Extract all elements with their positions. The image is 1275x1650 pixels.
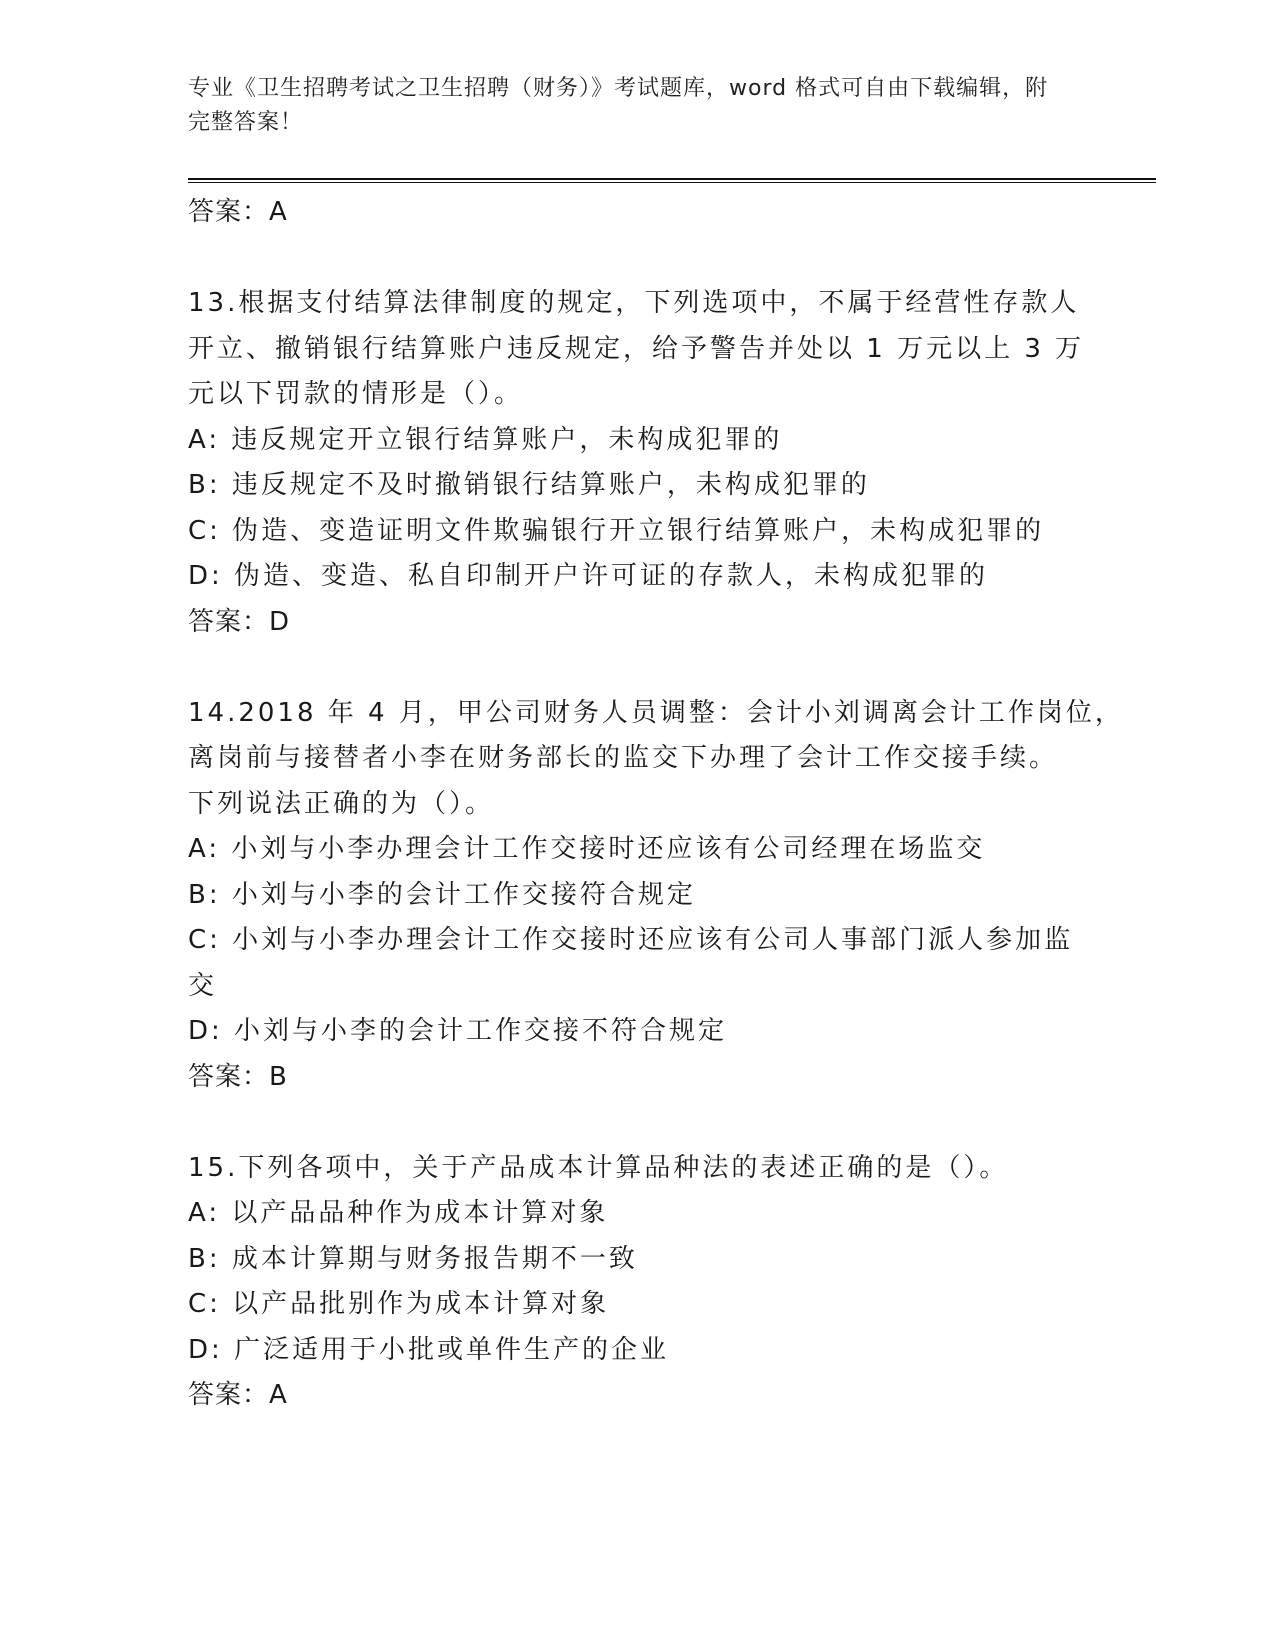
option-b: B: 小刘与小李的会计工作交接符合规定 xyxy=(188,879,696,910)
option-c-continued: 交 xyxy=(188,970,218,1001)
question-list xyxy=(188,190,1124,1419)
question-stem-line: 元以下罚款的情形是（）。 xyxy=(188,379,524,409)
question-stem-line: 15.下列各项中，关于产品成本计算品种法的表述正确的是（）。 xyxy=(188,1152,1009,1183)
document-header xyxy=(188,72,1068,140)
option-b: B: 成本计算期与财务报告期不一致 xyxy=(188,1243,638,1274)
answer-label: 答案：D xyxy=(188,606,291,637)
option-b: B: 违反规定不及时撤销银行结算账户，未构成犯罪的 xyxy=(188,470,870,500)
header-text: 专业《卫生招聘考试之卫生招聘（财务）》考试题库，word 格式可自由下载编辑，附完整答案！ xyxy=(188,76,1049,135)
question-stem-line: 离岗前与接替者小李在财务部长的监交下办理了会计工作交接手续。 xyxy=(188,743,1059,773)
answer-label: 答案：A xyxy=(188,1380,288,1410)
option-c: C: 以产品批别作为成本计算对象 xyxy=(188,1289,610,1319)
question-stem-line: 13.根据支付结算法律制度的规定，下列选项中，不属于经营性存款人 xyxy=(188,288,1080,318)
option-a: A: 违反规定开立银行结算账户，未构成犯罪的 xyxy=(188,424,783,455)
spacer xyxy=(188,645,1088,691)
header-divider xyxy=(188,178,1156,183)
question-14 xyxy=(188,691,1124,1101)
question-13 xyxy=(188,281,1088,645)
option-d: D: 广泛适用于小批或单件生产的企业 xyxy=(188,1334,670,1365)
option-c: C: 伪造、变造证明文件欺骗银行开立银行结算账户，未构成犯罪的 xyxy=(188,515,1045,546)
question-15 xyxy=(188,1146,1088,1419)
spacer xyxy=(188,1100,1088,1146)
option-d: D: 小刘与小李的会计工作交接不符合规定 xyxy=(188,1016,728,1046)
option-c: C: 小刘与小李办理会计工作交接时还应该有公司人事部门派人参加监 xyxy=(188,925,1074,955)
previous-answer: 答案：A xyxy=(188,197,288,227)
option-a: A: 以产品品种作为成本计算对象 xyxy=(188,1198,609,1228)
option-d: D: 伪造、变造、私自印制开户许可证的存款人，未构成犯罪的 xyxy=(188,561,989,591)
question-stem-line: 14.2018 年 4 月，甲公司财务人员调整：会计小刘调离会计工作岗位， xyxy=(188,697,1124,728)
answer-label: 答案：B xyxy=(188,1061,288,1092)
question-stem-line: 开立、撤销银行结算账户违反规定，给予警告并处以 1 万元以上 3 万 xyxy=(188,333,1085,364)
option-a: A: 小刘与小李办理会计工作交接时还应该有公司经理在场监交 xyxy=(188,834,986,864)
question-stem-line: 下列说法正确的为（）。 xyxy=(188,788,495,819)
spacer xyxy=(188,236,1088,282)
